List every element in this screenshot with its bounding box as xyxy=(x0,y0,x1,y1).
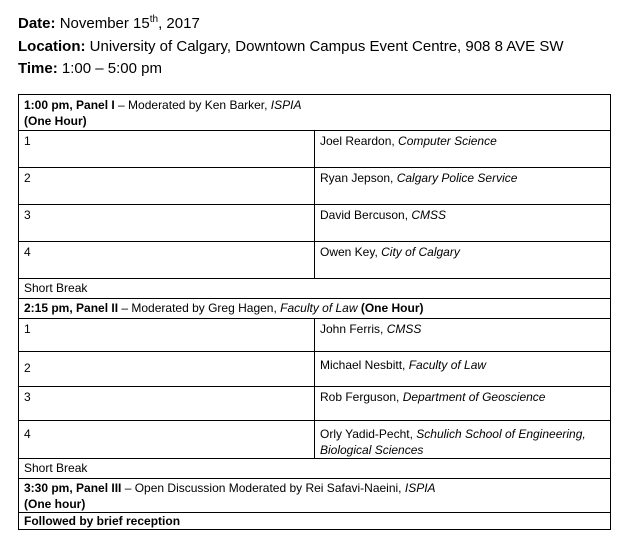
panel-header-row xyxy=(19,95,611,131)
table-row xyxy=(19,168,611,205)
participant-name: Owen Key, xyxy=(320,245,382,259)
participant-name: John Ferris, xyxy=(320,322,387,336)
participant-number: 1 xyxy=(19,131,315,168)
participant xyxy=(315,352,611,387)
table-row xyxy=(19,387,611,421)
participant-name: Michael Nesbitt, xyxy=(320,358,409,372)
participant-number: 4 xyxy=(19,242,315,279)
participant-affiliation: Faculty of Law xyxy=(408,358,487,372)
break-row xyxy=(19,279,611,299)
panel2-title: 2:15 pm, Panel II xyxy=(24,301,119,315)
participant xyxy=(315,205,611,242)
closing-row xyxy=(19,513,611,530)
participant-number: 4 xyxy=(19,421,315,459)
participant-affiliation: CMSS xyxy=(386,322,422,336)
panel2-duration: (One Hour) xyxy=(357,301,424,315)
date-label: Date: xyxy=(18,15,56,32)
panel1-duration: (One Hour) xyxy=(24,114,87,128)
participant-number: 3 xyxy=(19,205,315,242)
participant-name: Rob Ferguson, xyxy=(320,390,403,404)
event-location xyxy=(18,38,563,56)
participant xyxy=(315,242,611,279)
panel1-header xyxy=(19,95,611,131)
participant xyxy=(315,131,611,168)
participant-affiliation: CMSS xyxy=(411,208,447,222)
panel2-header xyxy=(19,299,611,319)
table-row xyxy=(19,319,611,352)
panel2-moderator: – Moderated by Greg Hagen, xyxy=(118,301,281,315)
participant-number: 1 xyxy=(19,319,315,352)
short-break: Short Break xyxy=(19,459,611,479)
event-date xyxy=(18,15,200,33)
panel3-header xyxy=(19,479,611,513)
participant-number: 3 xyxy=(19,387,315,421)
participant xyxy=(315,421,611,459)
participant-affiliation: Calgary Police Service xyxy=(396,171,518,185)
participant-name: Orly Yadid-Pecht, xyxy=(320,427,417,441)
participant-name: Joel Reardon, xyxy=(320,134,399,148)
schedule-table xyxy=(18,94,611,530)
date-year: , 2017 xyxy=(158,15,200,32)
participant-affiliation: Schulich School of Engineering, Biological Sciences xyxy=(320,427,586,457)
panel3-title: 3:30 pm, Panel III xyxy=(24,481,122,495)
panel-header-row xyxy=(19,479,611,513)
participant xyxy=(315,319,611,352)
participant-affiliation: City of Calgary xyxy=(381,245,460,259)
panel2-org: Faculty of Law xyxy=(280,301,358,315)
table-row xyxy=(19,131,611,168)
closing-note xyxy=(19,513,611,530)
panel1-org: ISPIA xyxy=(270,98,302,112)
panel3-org: ISPIA xyxy=(404,481,436,495)
table-row xyxy=(19,352,611,387)
table-row xyxy=(19,421,611,459)
participant-name: David Bercuson, xyxy=(320,208,412,222)
panel3-moderator: – Open Discussion Moderated by Rei Safavi-Naeini, xyxy=(121,481,405,495)
panel3-duration: (One hour) xyxy=(24,497,86,511)
closing-text: Followed by brief reception xyxy=(24,514,181,528)
participant-number: 2 xyxy=(19,168,315,205)
break-row xyxy=(19,459,611,479)
short-break: Short Break xyxy=(19,279,611,299)
panel1-title: 1:00 pm, Panel I xyxy=(24,98,115,112)
participant-affiliation: Department of Geoscience xyxy=(402,390,546,404)
date-suffix: th xyxy=(149,14,159,25)
participant-name: Ryan Jepson, xyxy=(320,171,397,185)
location-value: University of Calgary, Downtown Campus Event Centre, 908 8 AVE SW xyxy=(89,38,564,55)
table-row xyxy=(19,242,611,279)
participant-number: 2 xyxy=(19,352,315,387)
panel1-moderator: – Moderated by Ken Barker, xyxy=(114,98,271,112)
table-row xyxy=(19,205,611,242)
participant xyxy=(315,168,611,205)
date-value: November 15 xyxy=(59,15,150,32)
time-value: 1:00 – 5:00 pm xyxy=(61,60,162,77)
panel-header-row xyxy=(19,299,611,319)
time-label: Time: xyxy=(18,60,58,77)
event-time xyxy=(18,60,162,78)
participant xyxy=(315,387,611,421)
participant-affiliation: Computer Science xyxy=(398,134,497,148)
location-label: Location: xyxy=(18,38,86,55)
